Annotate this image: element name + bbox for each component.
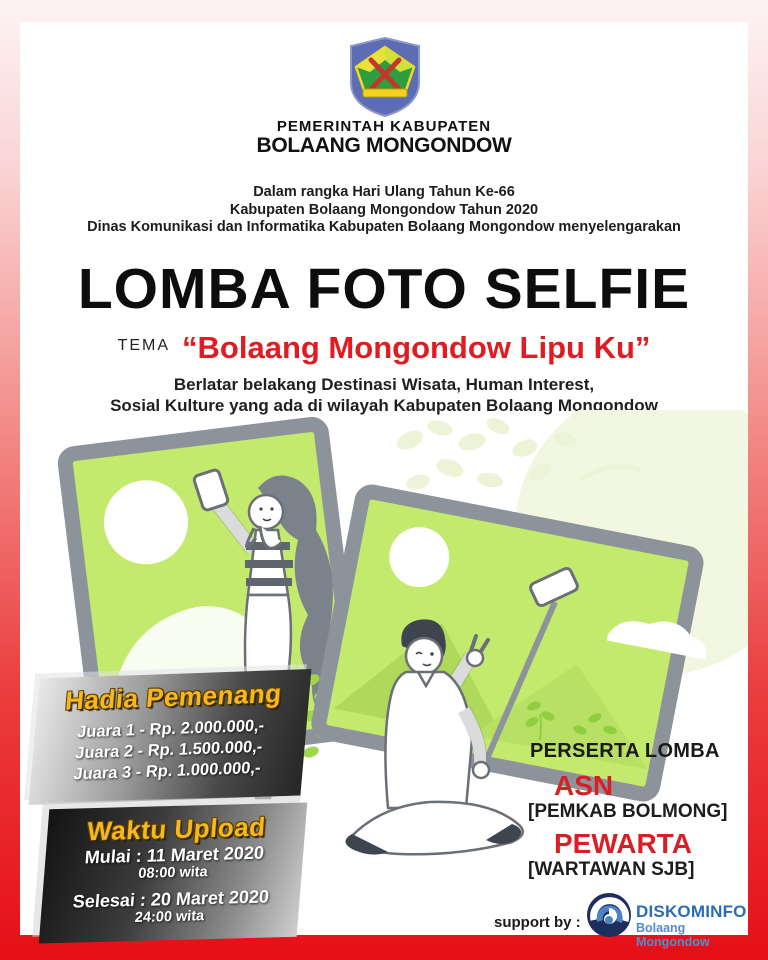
diskominfo-subtitle: Bolaang Mongondow — [636, 921, 710, 949]
participant-group-pewarta-detail: [WARTAWAN SJB] — [528, 859, 695, 880]
subtitle-line1: Berlatar belakang Destinasi Wisata, Human Interest, — [173, 375, 595, 394]
intro-line2: Kabupaten Bolaang Mongondow Tahun 2020 — [229, 201, 539, 218]
upload-end-date: Selesai : 20 Maret 2020 — [72, 886, 270, 912]
participants-block — [528, 740, 743, 881]
prize-panel — [29, 669, 312, 805]
regency-crest-icon — [348, 36, 422, 118]
theme-title: “Bolaang Mongondow Lipu Ku” — [182, 330, 651, 365]
agency-name-line2: BOLAANG MONGONDOW — [256, 134, 512, 157]
theme-row — [20, 330, 748, 366]
upload-schedule-panel — [39, 802, 307, 943]
subtitle-line2: Sosial Kulture yang ada di wilayah Kabupaten Bolaang Mongondow — [110, 396, 658, 415]
participant-group-pewarta: PEWARTA — [554, 828, 692, 859]
intro-line3: Dinas Komunikasi dan Informatika Kabupaten Bolaang Mongondow menyelengarakan — [87, 219, 681, 235]
upload-start-time: 08:00 wita — [137, 864, 209, 882]
intro-line1: Dalam rangka Hari Ulang Tahun Ke-66 — [253, 184, 515, 200]
participants-title: PERSERTA LOMBA — [530, 740, 720, 762]
upload-title: Waktu Upload — [86, 811, 267, 847]
prize-rank-1: Juara 1 - Rp. 2.000.000,- — [76, 716, 265, 742]
upload-start-date: Mulai : 11 Maret 2020 — [84, 842, 265, 868]
prize-rank-3: Juara 3 - Rp. 1.000.000,- — [72, 758, 262, 784]
event-intro — [20, 184, 748, 237]
upload-end-time: 24:00 wita — [134, 908, 205, 927]
participant-group-asn-detail: [PEMKAB BOLMONG] — [528, 801, 728, 822]
contest-title: LOMBA FOTO SELFIE — [77, 257, 691, 321]
theme-label: TEMA — [117, 337, 171, 354]
diskominfo-logo-icon — [586, 890, 632, 940]
diskominfo-title: DISKOMINFO — [636, 902, 747, 921]
poster-page — [20, 22, 748, 949]
participant-group-asn: ASN — [554, 770, 614, 801]
support-row — [490, 890, 748, 948]
support-label: support by : — [494, 914, 581, 931]
prize-rank-2: Juara 2 - Rp. 1.500.000,- — [74, 737, 264, 763]
agency-name-line1: PEMERINTAH KABUPATEN — [276, 118, 492, 135]
prize-title: Hadia Pemenang — [63, 678, 284, 716]
